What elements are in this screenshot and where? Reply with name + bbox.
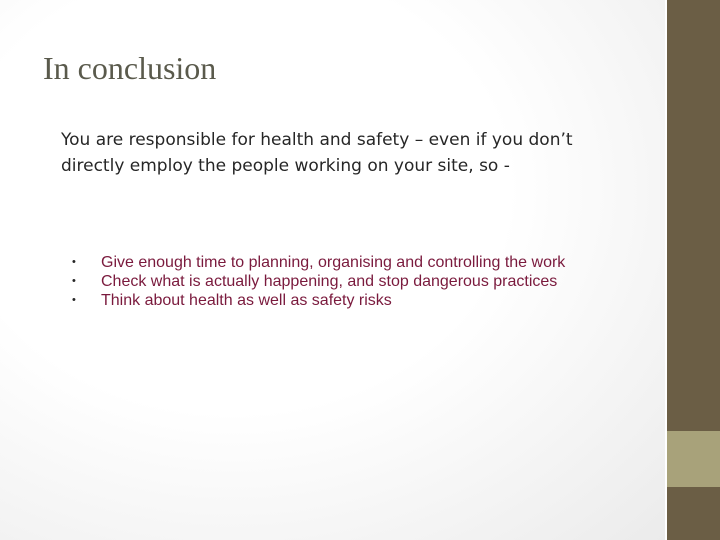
- bullet-text: Think about health as well as safety risks: [101, 292, 392, 309]
- intro-paragraph: You are responsible for health and safety – even if you don’t directly employ the people working on your site, so -: [61, 130, 573, 176]
- bullet-icon: •: [72, 256, 76, 268]
- bullet-item-time: [62, 253, 632, 272]
- slide-title: In conclusion: [43, 50, 217, 86]
- bullet-item-check: [62, 272, 632, 291]
- bullet-icon: •: [72, 294, 76, 306]
- sidebar-dark-panel-top: [667, 0, 720, 431]
- sidebar-dark-panel-bottom: [667, 487, 720, 540]
- bullet-text: Give enough time to planning, organising and controlling the work: [101, 254, 566, 271]
- bullet-list: [62, 253, 632, 310]
- sidebar-accent-panel: [667, 431, 720, 487]
- bullet-item-health: [62, 291, 632, 310]
- bullet-icon: •: [72, 275, 76, 287]
- bullet-text: Check what is actually happening, and stop dangerous practices: [101, 273, 558, 290]
